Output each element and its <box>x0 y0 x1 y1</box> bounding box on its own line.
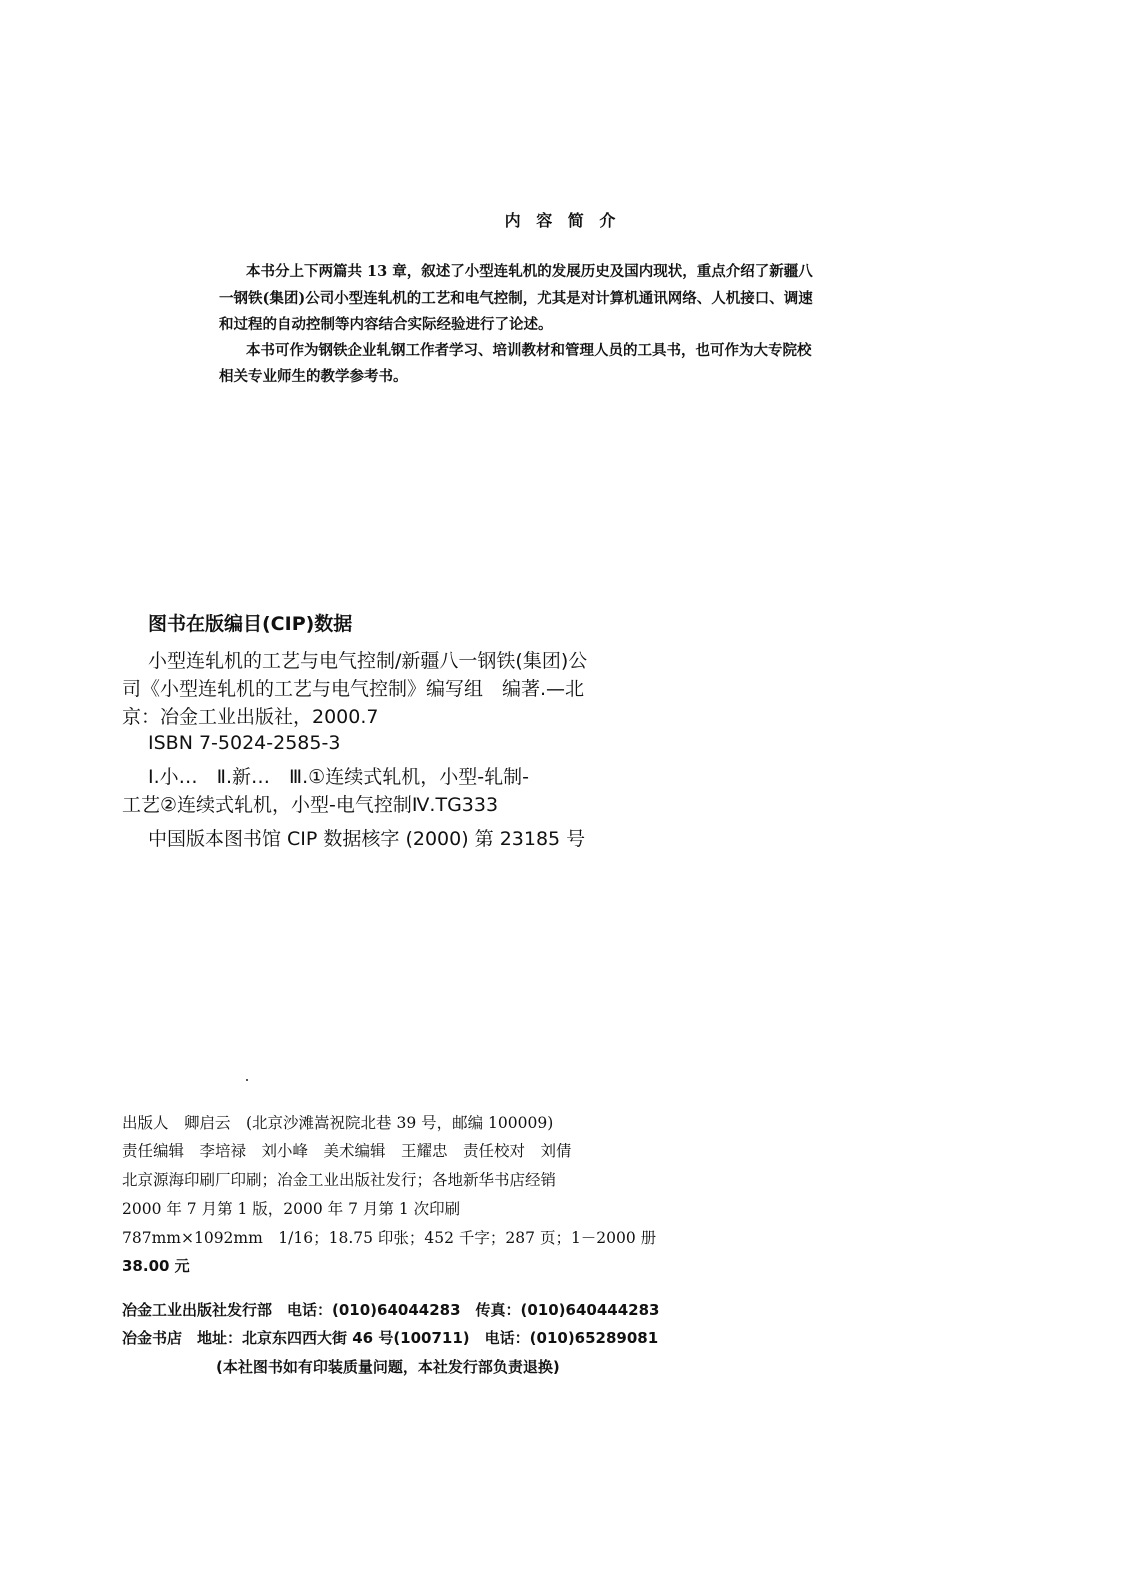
cip-heading: 图书在版编目(CIP)数据 <box>148 613 353 635</box>
cip-line: 小型连轧机的工艺与电气控制/新疆八一钢铁(集团)公 <box>148 650 588 672</box>
edition-line: 2000 年 7 月第 1 版，2000 年 7 月第 1 次印刷 <box>122 1200 461 1218</box>
publisher-line: 出版人 卿启云 (北京沙滩嵩祝院北巷 39 号，邮编 100009) <box>122 1114 554 1132</box>
summary-line: 本书分上下两篇共 13 章，叙述了小型连轧机的发展历史及国内现状，重点介绍了新疆八 <box>246 263 813 280</box>
cip-isbn: ISBN 7-5024-2585-3 <box>148 732 341 754</box>
cip-line: 京：冶金工业出版社，2000.7 <box>122 706 379 728</box>
cip-line: 司《小型连轧机的工艺与电气控制》编写组 编著.—北 <box>122 678 585 700</box>
cip-record-number: 中国版本图书馆 CIP 数据核字 (2000) 第 23185 号 <box>148 828 586 850</box>
cip-line: Ⅰ.小… Ⅱ.新… Ⅲ.①连续式轧机，小型-轧制- <box>148 766 529 788</box>
summary-line: 和过程的自动控制等内容结合实际经验进行了论述。 <box>219 316 553 333</box>
printer-line: 北京源海印刷厂印刷；冶金工业出版社发行；各地新华书店经销 <box>122 1171 557 1189</box>
print-speck <box>246 1079 248 1081</box>
cip-line: 工艺②连续式轧机，小型-电气控制Ⅳ.TG333 <box>122 794 499 816</box>
price: 38.00 元 <box>122 1257 190 1275</box>
summary-line: 本书可作为钢铁企业轧钢工作者学习、培训教材和管理人员的工具书，也可作为大专院校 <box>246 342 812 359</box>
distribution-contact: 冶金工业出版社发行部 电话：(010)64044283 传真：(010)640444283 <box>122 1301 660 1319</box>
editors-line: 责任编辑 李培禄 刘小峰 美术编辑 王耀忠 责任校对 刘倩 <box>122 1142 572 1160</box>
format-line: 787mm×1092mm 1/16；18.75 印张；452 千字；287 页；1－2000 册 <box>122 1229 657 1247</box>
summary-line: 相关专业师生的教学参考书。 <box>219 368 408 385</box>
summary-line: 一钢铁(集团)公司小型连轧机的工艺和电气控制，尤其是对计算机通讯网络、人机接口、调速 <box>219 290 813 307</box>
summary-title: 内 容 简 介 <box>504 211 621 230</box>
return-notice: (本社图书如有印装质量问题，本社发行部负责退换) <box>216 1358 560 1376</box>
bookstore-contact: 冶金书店 地址：北京东四西大街 46 号(100711) 电话：(010)65289081 <box>122 1329 659 1347</box>
